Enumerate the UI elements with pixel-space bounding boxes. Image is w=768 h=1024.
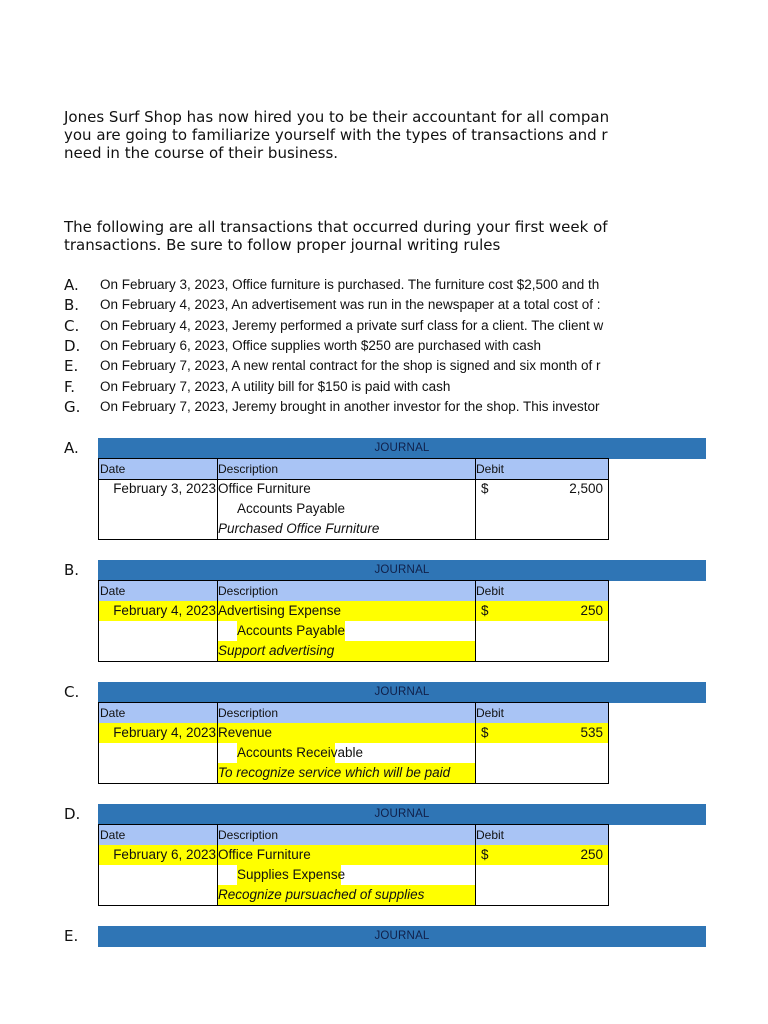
journal-header-row xyxy=(99,703,608,724)
currency-symbol: $ xyxy=(481,603,489,618)
debit-amount: 250 xyxy=(580,603,603,618)
intro-paragraph xyxy=(64,108,609,162)
entry-date: February 4, 2023 xyxy=(113,603,216,618)
transaction-text: On February 7, 2023, A utility bill for $150 is paid with cash xyxy=(100,379,451,394)
entry-memo: To recognize service which will be paid xyxy=(218,765,451,780)
transaction-text: On February 7, 2023, Jeremy brought in another investor for the shop. This investor xyxy=(100,399,600,414)
column-divider xyxy=(217,581,218,661)
header-date: Date xyxy=(100,706,126,720)
transaction-text: On February 4, 2023, Jeremy performed a private surf class for a client. The client w xyxy=(100,318,604,333)
debit-account: Advertising Expense xyxy=(218,603,342,618)
currency-symbol: $ xyxy=(481,481,489,496)
entry-memo: Support advertising xyxy=(218,643,335,658)
header-debit: Debit xyxy=(476,706,505,720)
debit-account: Office Furniture xyxy=(218,481,311,496)
currency-symbol: $ xyxy=(481,847,489,862)
column-divider xyxy=(475,581,476,661)
transaction-text: On February 3, 2023, Office furniture is purchased. The furniture cost $2,500 and th xyxy=(100,277,600,292)
credit-account: Accounts Payable xyxy=(237,623,346,638)
journal-letter: C. xyxy=(64,683,80,701)
column-divider xyxy=(475,703,476,783)
debit-amount: 2,500 xyxy=(569,481,603,496)
transaction-letter: G. xyxy=(64,398,81,416)
column-divider xyxy=(475,825,476,905)
header-debit: Debit xyxy=(476,828,505,842)
intro-line: need in the course of their business. xyxy=(64,144,339,162)
entry-memo: Recognize pursuached of supplies xyxy=(218,887,425,902)
header-date: Date xyxy=(100,584,126,598)
transaction-letter: B. xyxy=(64,296,80,314)
header-description: Description xyxy=(218,462,279,476)
header-description: Description xyxy=(218,828,279,842)
credit-account: Accounts Payable xyxy=(237,501,346,516)
entry-date: February 6, 2023 xyxy=(113,847,216,862)
journal-letter: D. xyxy=(64,805,81,823)
entry-date: February 3, 2023 xyxy=(113,481,216,496)
transaction-letter: D. xyxy=(64,337,81,355)
instructions-paragraph xyxy=(64,218,608,254)
journal-title-bar: JOURNAL xyxy=(98,438,706,459)
column-divider xyxy=(217,703,218,783)
journal-header-row xyxy=(99,825,608,846)
journal-letter: E. xyxy=(64,927,79,945)
intro-line: you are going to familiarize yourself with the types of transactions and r xyxy=(64,126,608,144)
credit-account: Supplies Expense xyxy=(237,867,346,882)
currency-symbol: $ xyxy=(481,725,489,740)
journal-title-bar: JOURNAL xyxy=(98,560,706,581)
intro-clip xyxy=(0,108,611,164)
journal-letter: A. xyxy=(64,439,79,457)
transaction-letter: C. xyxy=(64,317,80,335)
entry-date: February 4, 2023 xyxy=(113,725,216,740)
header-debit: Debit xyxy=(476,584,505,598)
header-description: Description xyxy=(218,584,279,598)
column-divider xyxy=(217,459,218,539)
debit-amount: 250 xyxy=(580,847,603,862)
transaction-text: On February 7, 2023, A new rental contract for the shop is signed and six month of r xyxy=(100,358,601,373)
transaction-letter: F. xyxy=(64,378,75,396)
debit-account: Office Furniture xyxy=(218,847,311,862)
transaction-list xyxy=(0,276,611,420)
journal-letter: B. xyxy=(64,561,80,579)
header-date: Date xyxy=(100,462,126,476)
journal-table-b xyxy=(98,580,609,662)
journal-table-c xyxy=(98,702,609,784)
instructions-line: transactions. Be sure to follow proper journal writing rules xyxy=(64,236,501,254)
header-date: Date xyxy=(100,828,126,842)
journal-header-row xyxy=(99,459,608,480)
transaction-letter: E. xyxy=(64,357,79,375)
journal-title-bar: JOURNAL xyxy=(98,804,706,825)
journal-title-bar: JOURNAL xyxy=(98,926,706,947)
intro-line: Jones Surf Shop has now hired you to be their accountant for all compan xyxy=(64,108,610,126)
transaction-letter: A. xyxy=(64,276,79,294)
transaction-text: On February 4, 2023, An advertisement was run in the newspaper at a total cost of : xyxy=(100,297,601,312)
journal-table-a xyxy=(98,458,609,540)
journal-table-d xyxy=(98,824,609,906)
debit-amount: 535 xyxy=(580,725,603,740)
column-divider xyxy=(217,825,218,905)
instructions-clip xyxy=(0,218,611,256)
journal-title-bar: JOURNAL xyxy=(98,682,706,703)
debit-account: Revenue xyxy=(218,725,273,740)
header-description: Description xyxy=(218,706,279,720)
entry-memo: Purchased Office Furniture xyxy=(218,521,380,536)
credit-account: Accounts Receivable xyxy=(237,745,364,760)
journal-header-row xyxy=(99,581,608,602)
column-divider xyxy=(475,459,476,539)
header-debit: Debit xyxy=(476,462,505,476)
transaction-text: On February 6, 2023, Office supplies worth $250 are purchased with cash xyxy=(100,338,541,353)
instructions-line: The following are all transactions that occurred during your first week of xyxy=(64,218,608,236)
